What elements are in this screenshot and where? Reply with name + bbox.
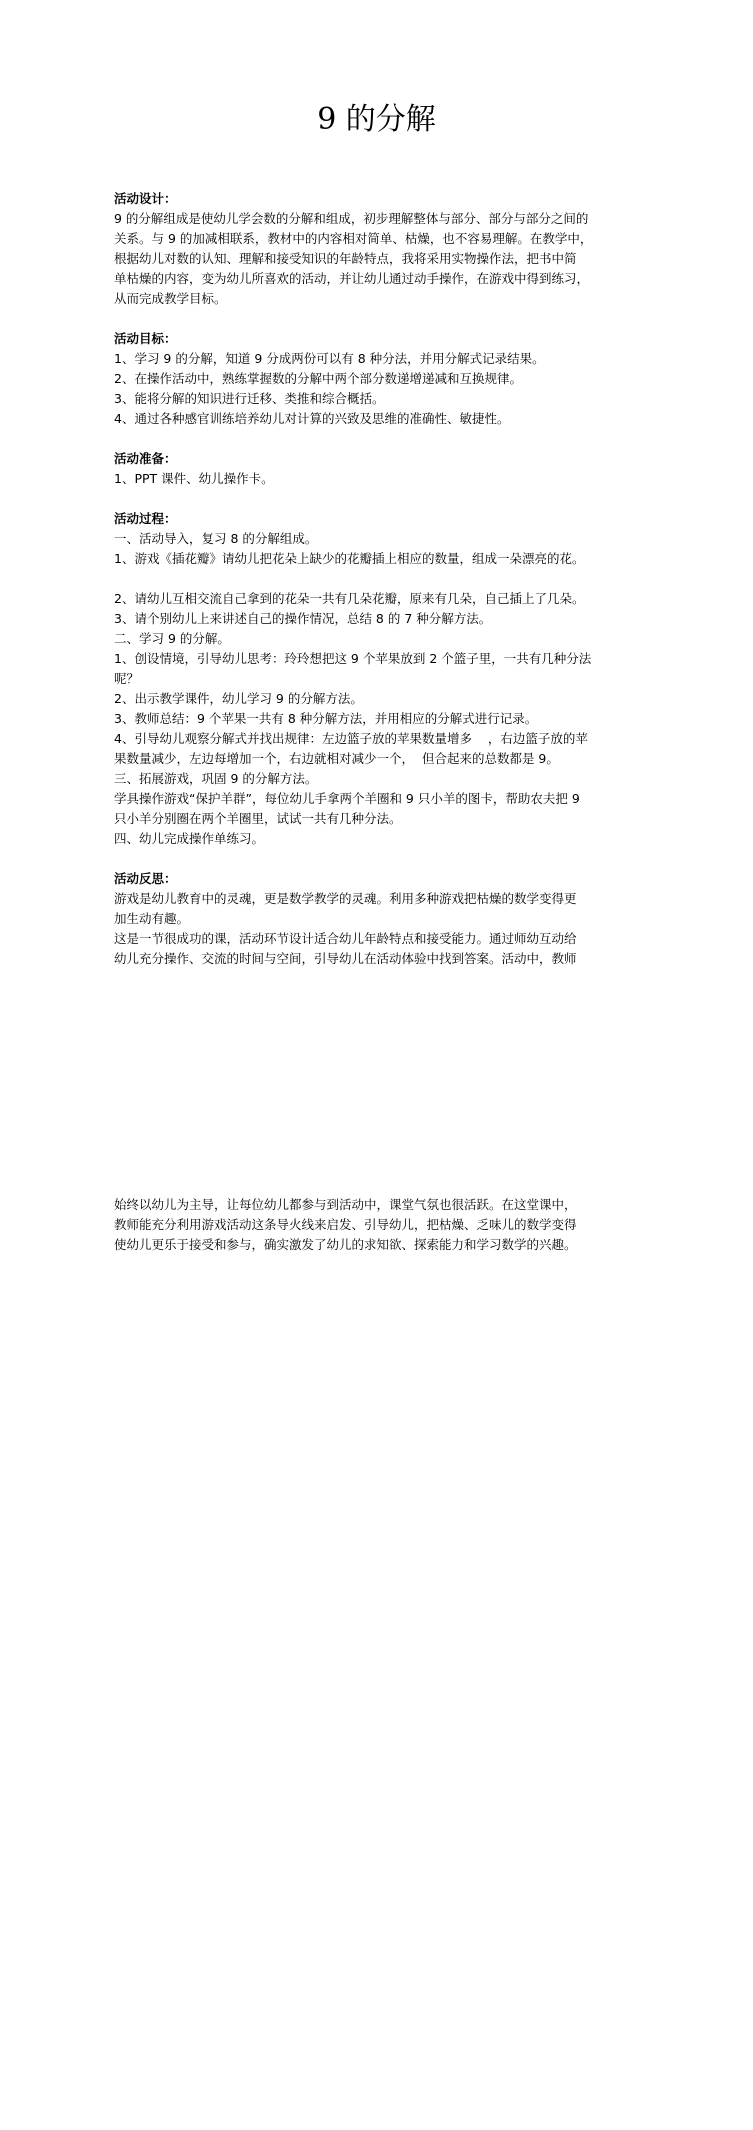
paragraph-line: 只小羊分别圈在两个羊圈里，试试一共有几种分法。 [114, 811, 402, 826]
paragraph-line: 从而完成教学目标。 [114, 291, 227, 306]
document-body [114, 189, 647, 1255]
section-heading-goals: 活动目标： [114, 331, 177, 346]
paragraph-line: 4、通过各种感官训练培养幼儿对计算的兴致及思维的准确性、敏捷性。 [114, 411, 510, 426]
blank-region [114, 969, 647, 1195]
paragraph-line: 根据幼儿对数的认知、理解和接受知识的年龄特点，我将采用实物操作法，把书中简 [114, 251, 577, 266]
section-heading-design: 活动设计： [114, 191, 177, 206]
paragraph-line: 使幼儿更乐于接受和参与，确实激发了幼儿的求知欲、探索能力和学习数学的兴趣。 [114, 1237, 577, 1252]
paragraph-line: 1、游戏《插花瓣》请幼儿把花朵上缺少的花瓣插上相应的数量，组成一朵漂亮的花。 [114, 551, 585, 566]
paragraph-line: 2、出示教学课件，幼儿学习 9 的分解方法。 [114, 691, 363, 706]
paragraph-line: 3、教师总结：9 个苹果一共有 8 种分解方法，并用相应的分解式进行记录。 [114, 711, 538, 726]
spacer [114, 849, 647, 869]
paragraph-line: 1、创设情境，引导幼儿思考：玲玲想把这 9 个苹果放到 2 个篮子里，一共有几种分法 [114, 651, 592, 666]
paragraph-line: 始终以幼儿为主导，让每位幼儿都参与到活动中，课堂气氛也很活跃。在这堂课中， [114, 1197, 577, 1212]
paragraph-line: 一、活动导入，复习 8 的分解组成。 [114, 531, 318, 546]
paragraph-line: 单枯燥的内容，变为幼儿所喜欢的活动，并让幼儿通过动手操作，在游戏中得到练习， [114, 271, 590, 286]
paragraph-line: 呢？ [114, 671, 140, 686]
paragraph-line: 加生动有趣。 [114, 911, 190, 926]
paragraph-line: 幼儿充分操作、交流的时间与空间，引导幼儿在活动体验中找到答案。活动中，教师 [114, 951, 577, 966]
paragraph-line: 1、PPT 课件、幼儿操作卡。 [114, 471, 274, 486]
paragraph-line: 四、幼儿完成操作单练习。 [114, 831, 265, 846]
paragraph-line: 学具操作游戏“保护羊群”，每位幼儿手拿两个羊圈和 9 只小羊的图卡，帮助农夫把 9 [114, 791, 580, 806]
paragraph-line: 9 的分解组成是使幼儿学会数的分解和组成，初步理解整体与部分、部分与部分之间的 [114, 211, 589, 226]
paragraph-line: 二、学习 9 的分解。 [114, 631, 230, 646]
paragraph-line: 2、在操作活动中，熟练掌握数的分解中两个部分数递增递减和互换规律。 [114, 371, 522, 386]
paragraph-line: 4、引导幼儿观察分解式并找出规律：左边篮子放的苹果数量增多 ，右边篮子放的苹 [114, 731, 588, 746]
spacer [114, 569, 647, 589]
paragraph-line: 3、能将分解的知识进行迁移、类推和综合概括。 [114, 391, 385, 406]
spacer [114, 489, 647, 509]
paragraph-line: 三、拓展游戏，巩固 9 的分解方法。 [114, 771, 318, 786]
section-heading-prep: 活动准备： [114, 451, 177, 466]
paragraph-line: 3、请个别幼儿上来讲述自己的操作情况，总结 8 的 7 种分解方法。 [114, 611, 492, 626]
paragraph-line: 关系。与 9 的加减相联系，教材中的内容相对简单、枯燥，也不容易理解。在教学中， [114, 231, 593, 246]
paragraph-line: 这是一节很成功的课，活动环节设计适合幼儿年龄特点和接受能力。通过师幼互动给 [114, 931, 577, 946]
section-heading-reflection: 活动反思： [114, 871, 177, 886]
paragraph-line: 1、学习 9 的分解，知道 9 分成两份可以有 8 种分法，并用分解式记录结果。 [114, 351, 545, 366]
spacer [114, 309, 647, 329]
paragraph-line: 教师能充分利用游戏活动这条导火线来启发、引导幼儿，把枯燥、乏味儿的数学变得 [114, 1217, 577, 1232]
spacer [114, 429, 647, 449]
paragraph-line: 2、请幼儿互相交流自己拿到的花朵一共有几朵花瓣，原来有几朵，自己插上了几朵。 [114, 591, 585, 606]
section-heading-process: 活动过程： [114, 511, 177, 526]
paragraph-line: 游戏是幼儿教育中的灵魂，更是数学教学的灵魂。利用多种游戏把枯燥的数学变得更 [114, 891, 577, 906]
paragraph-line: 果数量减少，左边每增加一个，右边就相对减少一个， 但合起来的总数都是 9。 [114, 751, 559, 766]
page-title: 9 的分解 [317, 102, 436, 137]
